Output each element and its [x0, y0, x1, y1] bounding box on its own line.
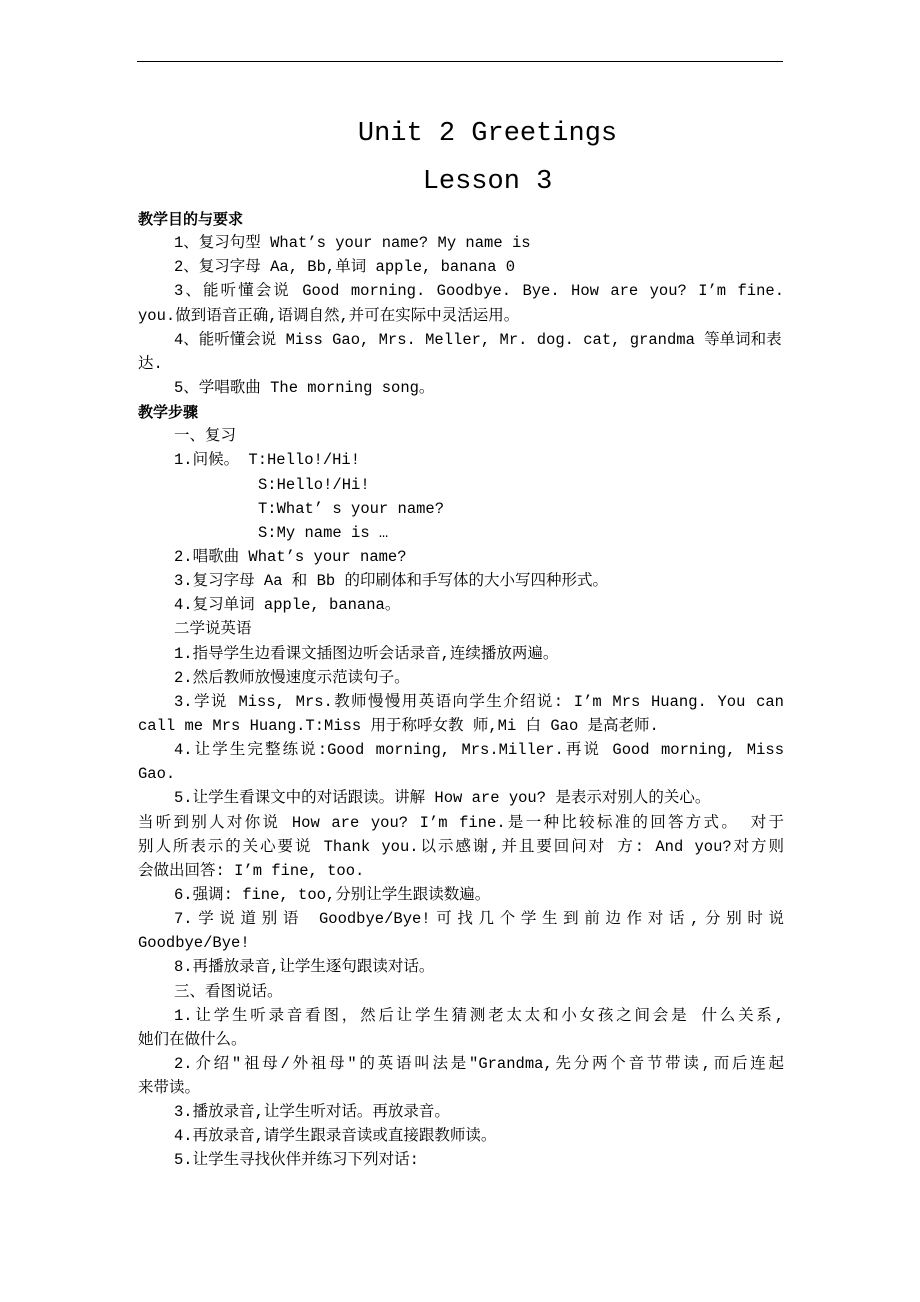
text-line: 1.指导学生边看课文插图边听会话录音,连续播放两遍。 [174, 644, 559, 663]
text-line: 4.再放录音,请学生跟录音读或直接跟教师读。 [174, 1127, 497, 1146]
text-line: 会做出回答: I’m fine, too. [138, 861, 365, 880]
text-line: 4.复习单词 apple, banana。 [174, 596, 401, 615]
text-line: 她们在做什么。 [138, 1030, 247, 1049]
text-line: 5.让学生寻找伙伴并练习下列对话: [174, 1151, 419, 1170]
text-line: 3、能听懂会说 Good morning. Goodbye. Bye. How are you? I’m fine. [174, 282, 784, 301]
text-line: call me Mrs Huang.T:Miss 用于称呼女教 师,Mi 白 Gao 是高老师. [138, 716, 659, 735]
text-line: 5、学唱歌曲 The morning song。 [174, 378, 435, 397]
text-line: 2.唱歌曲 What’s your name? [174, 547, 407, 566]
text-line: 6.强调: fine, too,分别让学生跟读数遍。 [174, 885, 491, 904]
dialogue-line: T:What’ s your name? [258, 499, 445, 518]
text-line: 三、看图说话。 [174, 982, 283, 1001]
text-line: 3.学说 Miss, Mrs.教师慢慢用英语向学生介绍说: I’m Mrs Huang. You can [174, 692, 784, 711]
text-line: 4、能听懂会说 Miss Gao, Mrs. Meller, Mr. dog. cat, grandma 等单词和表 [174, 330, 782, 349]
dialogue-line: S:Hello!/Hi! [258, 475, 370, 494]
text-line: 3.复习字母 Aa 和 Bb 的印刷体和手写体的大小写四种形式。 [174, 572, 609, 591]
text-line: 2、复习字母 Aa, Bb,单词 apple, banana 0 [174, 258, 516, 277]
document-body [138, 207, 784, 1173]
header-rule [137, 61, 783, 62]
text-line: 1.问候。 T:Hello!/Hi! [174, 451, 361, 470]
text-line: 来带读。 [138, 1079, 201, 1098]
text-line: 一、复习 [174, 427, 237, 446]
text-line: 当听到别人对你说 How are you? I’m fine.是一种比较标准的回答方式。 对于 [138, 813, 784, 832]
section-heading: 教学目的与要求 [138, 210, 244, 228]
text-line: Goodbye/Bye! [138, 934, 250, 953]
lesson-title: Lesson 3 [422, 167, 553, 197]
section-heading: 教学步骤 [138, 403, 199, 422]
document-title: Unit 2 Greetings [357, 119, 618, 149]
text-line: 4.让学生完整练说:Good morning, Mrs.Miller.再说 Good morning, Miss [174, 741, 784, 760]
text-line: 8.再播放录音,让学生逐句跟读对话。 [174, 958, 435, 977]
text-line: 7.学说道别语 Goodbye/Bye!可找几个学生到前边作对话,分别时说 [174, 910, 784, 929]
text-line: 5.让学生看课文中的对话跟读。讲解 How are you? 是表示对别人的关心。 [174, 789, 711, 808]
text-line: 达. [138, 354, 163, 373]
text-line: 别人所表示的关心要说 Thank you.以示感谢,并且要回问对 方: And you?对方则 [138, 837, 784, 856]
text-line: 1、复习句型 What’s your name? My name is [174, 234, 531, 253]
text-line: 1.让学生听录音看图，然后让学生猜测老太太和小女孩之间会是 什么关系, [174, 1006, 784, 1025]
text-line: 3.播放录音,让学生听对话。再放录音。 [174, 1103, 450, 1122]
dialogue-line: S:My name is … [258, 523, 389, 542]
text-line: 二学说英语 [174, 620, 252, 639]
text-line: Gao. [138, 765, 176, 784]
text-line: 2.介绍"祖母/外祖母"的英语叫法是"Grandma,先分两个音节带读,而后连起 [174, 1054, 784, 1073]
text-line: 2.然后教师放慢速度示范读句子。 [174, 668, 410, 687]
text-line: you.做到语音正确,语调自然,并可在实际中灵活运用。 [138, 306, 520, 325]
